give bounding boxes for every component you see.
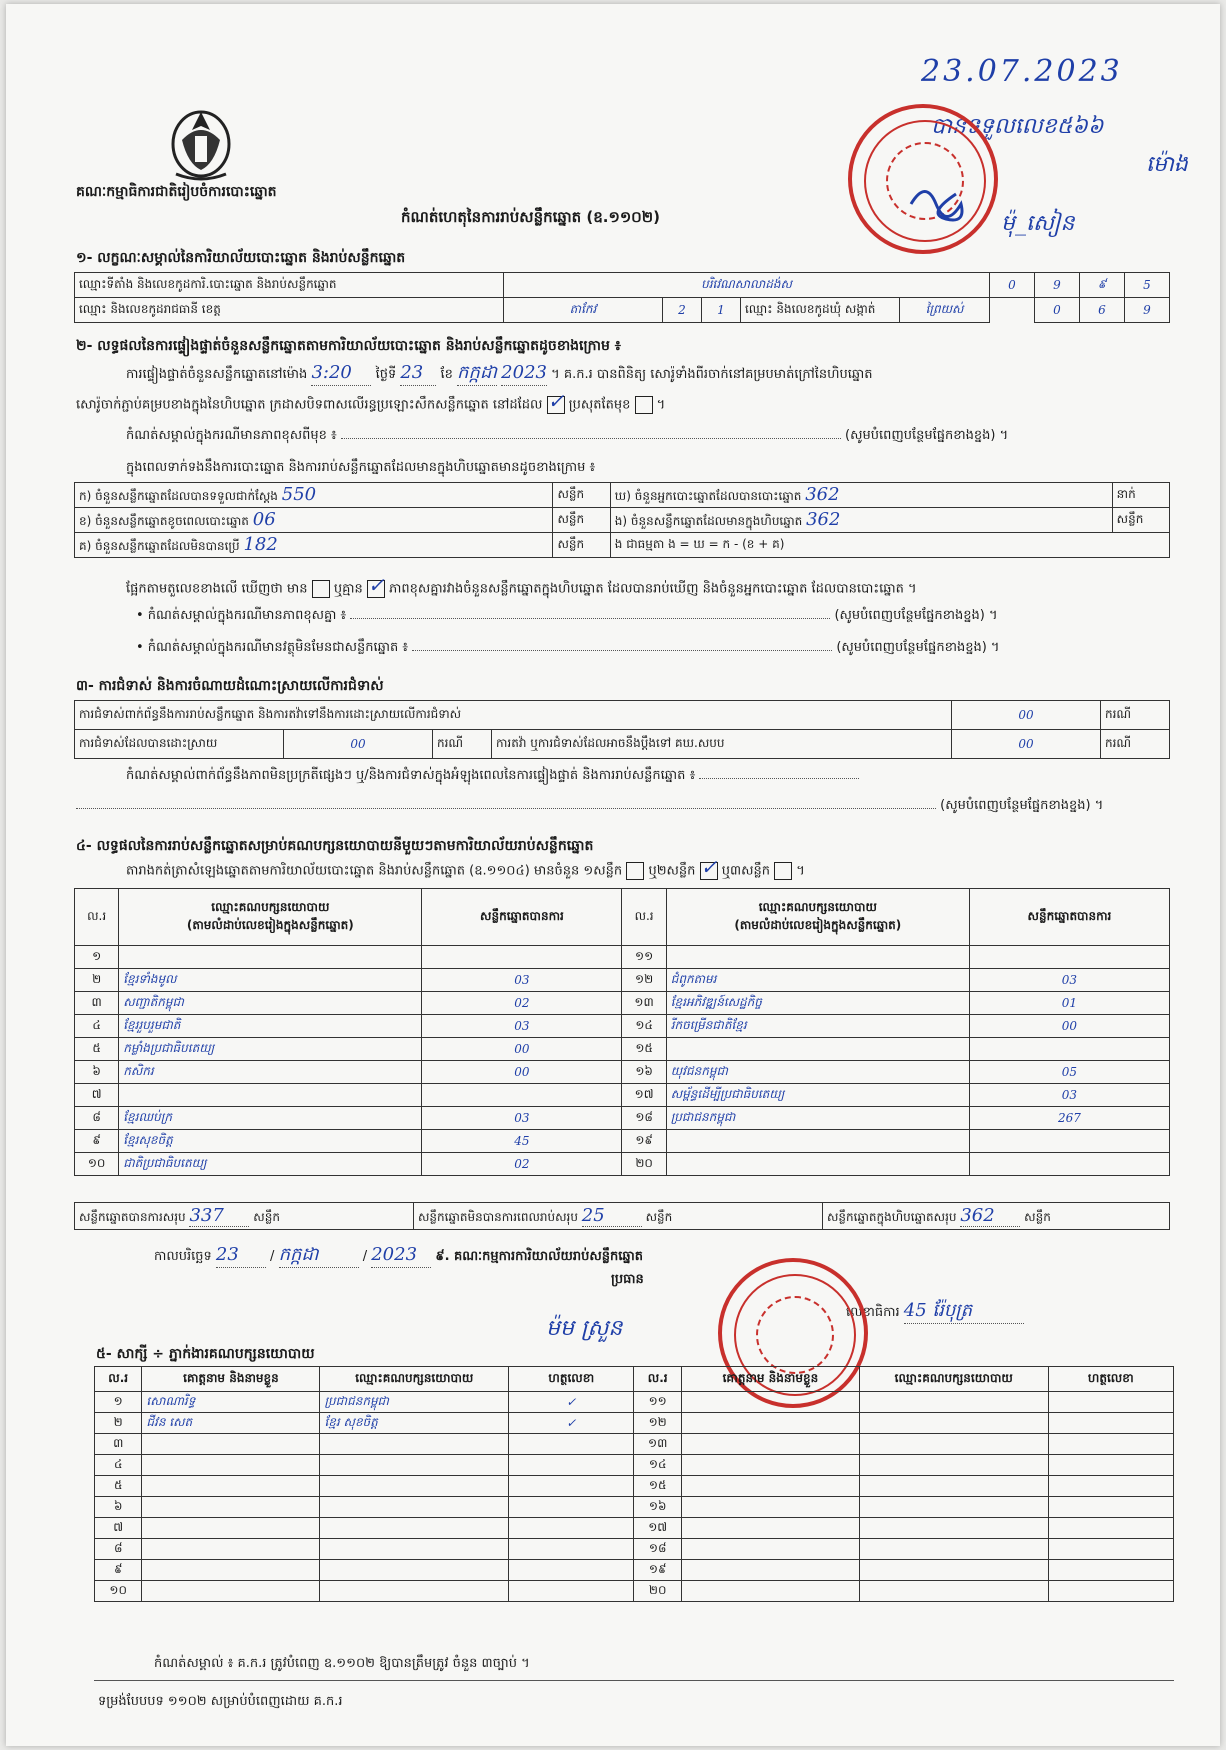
row-no: ១០ xyxy=(75,1153,119,1176)
witness-signature xyxy=(1048,1392,1173,1413)
sign-month: កក្កដា xyxy=(279,1244,359,1268)
witness-signature: ✓ xyxy=(509,1392,634,1413)
section-1-heading: ១- លក្ខណៈសម្គាល់នៃការិយាល័យបោះឆ្នោត និងរាប់សន្លឹកឆ្នោត xyxy=(76,250,406,266)
witness-name xyxy=(681,1455,859,1476)
national-emblem-icon xyxy=(166,100,236,184)
org-name: គណៈកម្មាធិការជាតិរៀបចំការបោះឆ្នោត xyxy=(76,184,277,200)
row-no: ១ xyxy=(75,946,119,969)
table-row xyxy=(95,1518,1174,1539)
witness-party xyxy=(320,1539,509,1560)
witness-name xyxy=(681,1497,859,1518)
table-row xyxy=(95,1539,1174,1560)
total-invalid-value: 25 xyxy=(582,1205,642,1227)
section-2-line-4: ក្នុងពេលទាក់ទងនឹងការបោះឆ្នោត និងការរាប់សន្លឹកឆ្នោតដែលមានក្នុងហិបឆ្នោតមានដូចខាងក្រោម ៖ xyxy=(126,460,596,475)
row-no: ២០ xyxy=(634,1581,681,1602)
appeal-value: 00 xyxy=(952,730,1101,759)
row-no: ១៨ xyxy=(622,1107,666,1130)
total-box-label: សន្លឹកឆ្នោតក្នុងហិបឆ្នោតសរុប xyxy=(827,1210,957,1224)
votes-value: 03 xyxy=(422,1015,622,1038)
witness-signature xyxy=(1048,1434,1173,1455)
witness-name xyxy=(681,1539,859,1560)
witness-party xyxy=(859,1455,1048,1476)
checkbox-one-sheet[interactable] xyxy=(626,862,644,880)
unused-label: គ) ចំនួនសន្លឹកឆ្នោតដែលមិនបានប្រើ xyxy=(79,539,240,553)
row-no: ៤ xyxy=(95,1455,142,1476)
party-name: កម្លាំងប្រជាធិបតេយ្យ xyxy=(119,1038,422,1061)
section-3-note-line: (សូមបំពេញបន្ថែមផ្នែកខាងខ្នង) ។ xyxy=(76,798,1103,814)
votes-value: 03 xyxy=(422,1107,622,1130)
committee-label: ៩. គណៈកម្មការការិយាល័យរាប់សន្លឹកឆ្នោត xyxy=(435,1249,644,1264)
table-row xyxy=(75,1038,1170,1061)
votes-value: 00 xyxy=(969,1015,1169,1038)
section-2-heading: ២- លទ្ធផលនៃការផ្ទៀងផ្ទាត់ចំនួនសន្លឹកឆ្នោតតាមការិយាល័យបោះឆ្នោត និងរាប់សន្លឹកឆ្នោតដូចខាងក្រោម ៖ xyxy=(76,338,621,354)
province-code-2: 1 xyxy=(702,298,741,323)
party-name: ខ្មែរអភិវឌ្ឍន៍សេដ្ឋកិច្ច xyxy=(666,992,969,1015)
secretary-signature: 45 រ៉ែបុត្រ xyxy=(904,1300,1024,1324)
section-5-heading: ៥- សាក្សី ÷ ភ្នាក់ងារគណបក្សនយោបាយ xyxy=(96,1346,315,1362)
party-name: កសិករ xyxy=(119,1061,422,1084)
party-name: ប្រជាជនកម្ពុជា xyxy=(666,1107,969,1130)
row-no: ១០ xyxy=(95,1581,142,1602)
checkbox-unchanged-checked[interactable]: ✓ xyxy=(547,389,565,413)
w-col-sign-right: ហត្ថលេខា xyxy=(1048,1367,1173,1392)
party-name: សញ្ជាតិកម្ពុជា xyxy=(119,992,422,1015)
witness-signature xyxy=(509,1581,634,1602)
row-no: ១៦ xyxy=(622,1061,666,1084)
form-title: កំណត់ហេតុនៃការរាប់សន្លឹកឆ្នោត (ឧ.១១០២) xyxy=(401,208,661,226)
section-2-line-3: កំណត់សម្គាល់ក្នុងករណីមានភាពខុសពីមុខ ៖ (សូមបំពេញបន្ថែមផ្នែកខាងខ្នង) ។ xyxy=(126,428,1009,443)
row-no: ១៧ xyxy=(634,1518,681,1539)
sign-year: 2023 xyxy=(371,1244,431,1268)
check-year: 2023 xyxy=(501,362,547,386)
witness-signature xyxy=(509,1455,634,1476)
witness-name: ជីវន សេត xyxy=(142,1413,320,1434)
row-no: ៩ xyxy=(95,1560,142,1581)
table-row xyxy=(75,1107,1170,1130)
row-no: ១១ xyxy=(634,1392,681,1413)
appeal-unit: ករណី xyxy=(1101,730,1170,759)
witness-name xyxy=(142,1518,320,1539)
row-no: ១៤ xyxy=(634,1455,681,1476)
province-code-1: 2 xyxy=(663,298,702,323)
row-no: ៥ xyxy=(75,1038,119,1061)
party-name: យុវជនកម្ពុជា xyxy=(666,1061,969,1084)
table-row xyxy=(95,1392,1174,1413)
witness-party xyxy=(859,1560,1048,1581)
witness-name xyxy=(681,1518,859,1539)
votes-value: 01 xyxy=(969,992,1169,1015)
section-2-line-5: ផ្អែកតាមតួលេខខាងលើ ឃើញថា មាន ឬគ្មាន ✓ ភាពខុសគ្នារវាងចំនួនសន្លឹកឆ្នោតក្នុងហិបឆ្នោត ដែលបានរាប់ឃើញ និងចំនួនអ្នកបោះឆ្នោត ដែលបានបោះឆ្នោត ។ xyxy=(126,573,917,597)
results-totals: សន្លឹកឆ្នោតបានការសរុប 337 សន្លឹក សន្លឹកឆ្នោតមិនបានការពេលរាប់សរុប 25 សន្លឹក សន្លឹកឆ្នោតក្នុងហិបឆ្នោតសរុប 362 សន្លឹក xyxy=(74,1202,1170,1230)
witness-table xyxy=(94,1366,1174,1602)
in-box-label: ង) ចំនួនសន្លឹកឆ្នោតដែលមានក្នុងហិបឆ្នោត xyxy=(614,514,803,528)
unused-value: 182 xyxy=(243,534,278,555)
witness-signature xyxy=(509,1560,634,1581)
w-col-no-left: ល.រ xyxy=(95,1367,142,1392)
witness-signature xyxy=(1048,1518,1173,1539)
row-no: ៩ xyxy=(75,1130,119,1153)
witness-signature xyxy=(1048,1497,1173,1518)
witness-signature xyxy=(1048,1560,1173,1581)
witness-name xyxy=(681,1413,859,1434)
col-votes-left: សន្លឹកឆ្នោតបានការ xyxy=(422,889,622,946)
commune-value: ព្រៃយស់ xyxy=(900,298,990,323)
row-no: ១៤ xyxy=(622,1015,666,1038)
section-2-line-7: • កំណត់សម្គាល់ក្នុងករណីមានវត្ថុមិនមែនជាសន្លឹកឆ្នោត ៖ (សូមបំពេញបន្ថែមផ្នែកខាងខ្នង) ។ xyxy=(136,640,1000,655)
row-no: ៤ xyxy=(75,1015,119,1038)
received-unit: សន្លឹក xyxy=(553,483,610,508)
witness-name xyxy=(142,1560,320,1581)
witness-signature xyxy=(509,1539,634,1560)
row-no: ១ xyxy=(95,1392,142,1413)
witness-party xyxy=(859,1434,1048,1455)
section-3-note: កំណត់សម្គាល់ពាក់ព័ន្ធនឹងភាពមិនប្រក្រតីផ្សេងៗ ឬ/និងការជំទាស់ក្នុងអំឡុងពេលនៃការផ្ទៀងផ្ទាត់ និងការរាប់សន្លឹកឆ្នោត ៖ xyxy=(126,768,859,784)
row-no: ១២ xyxy=(634,1413,681,1434)
table-row xyxy=(95,1560,1174,1581)
witness-signature xyxy=(509,1518,634,1539)
sign-day: 23 xyxy=(216,1244,266,1268)
row-no: ៧ xyxy=(75,1084,119,1107)
table-row xyxy=(95,1497,1174,1518)
party-name: សម្ព័ន្ធដើម្បីប្រជាធិបតេយ្យ xyxy=(666,1084,969,1107)
witness-signature xyxy=(1048,1581,1173,1602)
witness-name xyxy=(142,1497,320,1518)
witness-party xyxy=(859,1518,1048,1539)
received-value: 550 xyxy=(281,484,317,505)
resolved-unit: ករណី xyxy=(433,730,492,759)
row-no: ១៩ xyxy=(634,1560,681,1581)
objection-count-label: ការជំទាស់ពាក់ព័ន្ធនឹងការរាប់សន្លឹកឆ្នោត និងការតវ៉ាទៅនឹងការដោះស្រាយលើការជំទាស់ xyxy=(75,701,952,730)
total-valid-label: សន្លឹកឆ្នោតបានការសរុប xyxy=(79,1210,186,1224)
votes-value: 267 xyxy=(969,1107,1169,1130)
voters-unit: នាក់ xyxy=(1112,483,1169,508)
table-row xyxy=(75,1153,1170,1176)
section-4-intro: តារាងកត់ត្រាសំឡេងឆ្នោតតាមការិយាល័យបោះឆ្នោត និងរាប់សន្លឹកឆ្នោត (ឧ.១១០៤) មានចំនួន ១សន្លឹក ឬ២សន្លឹក ✓ ឬ៣សន្លឹក ។ xyxy=(126,855,805,879)
table-row xyxy=(75,992,1170,1015)
col-no-right: ល.រ xyxy=(622,889,666,946)
section-1-table xyxy=(74,272,1170,323)
signature-mark-top xyxy=(906,174,986,234)
row-no: ៥ xyxy=(95,1476,142,1497)
resolved-value: 00 xyxy=(284,730,433,759)
votes-value: 03 xyxy=(969,1084,1169,1107)
appeal-label: ការតវ៉ា ឬការជំទាស់ដែលអាចនឹងប្តឹងទៅ គឃ.សបប xyxy=(492,730,952,759)
province-value: តាកែវ xyxy=(504,298,663,323)
section-3-heading: ៣- ការជំទាស់ និងការចំណាយដំណោះស្រាយលើការជំទាស់ xyxy=(76,678,384,694)
col-no-left: ល.រ xyxy=(75,889,119,946)
handwritten-note-2: ម៉ោង xyxy=(1146,152,1188,177)
party-name xyxy=(119,946,422,969)
w-col-sign-left: ហត្ថលេខា xyxy=(509,1367,634,1392)
votes-value xyxy=(422,1084,622,1107)
formula-label: ង ជាធម្មតា ង = ឃ = ក - (ខ + គ) xyxy=(610,533,1169,558)
w-col-party-right: ឈ្មោះគណបក្សនយោបាយ xyxy=(859,1367,1048,1392)
site-code-1: 0 xyxy=(990,273,1035,298)
votes-value: 05 xyxy=(969,1061,1169,1084)
chair-signature: ម៉ម ស្រួន xyxy=(546,1316,623,1341)
row-no: ១៣ xyxy=(634,1434,681,1455)
row-no: ៣ xyxy=(75,992,119,1015)
votes-value xyxy=(969,1153,1169,1176)
site-code-4: 5 xyxy=(1125,273,1170,298)
votes-value: 00 xyxy=(422,1038,622,1061)
votes-value: 02 xyxy=(422,992,622,1015)
witness-party xyxy=(859,1581,1048,1602)
party-name xyxy=(119,1084,422,1107)
table-row xyxy=(95,1455,1174,1476)
form-footer: ទម្រង់បែបបទ ១១០២ សម្រាប់បំពេញដោយ គ.ក.រ xyxy=(98,1694,343,1709)
voters-value: 362 xyxy=(805,484,840,505)
row-no: ៦ xyxy=(75,1061,119,1084)
party-name: ជាតិប្រជាធិបតេយ្យ xyxy=(119,1153,422,1176)
col-votes-right: សន្លឹកឆ្នោតបានការ xyxy=(969,889,1169,946)
table-row xyxy=(95,1413,1174,1434)
site-code-3: ៩ xyxy=(1080,273,1125,298)
check-day: 23 xyxy=(400,362,436,386)
row-no: ១៦ xyxy=(634,1497,681,1518)
table-row xyxy=(75,1084,1170,1107)
section-4-heading: ៤- លទ្ធផលនៃការរាប់សន្លឹកឆ្នោតសម្រាប់គណបក្សនយោបាយនីមួយៗតាមការិយាល័យរាប់សន្លឹកឆ្នោត xyxy=(76,838,594,854)
row-no: ១២ xyxy=(622,969,666,992)
commune-code-2: 6 xyxy=(1080,298,1125,323)
votes-value: 02 xyxy=(422,1153,622,1176)
table-row xyxy=(75,1130,1170,1153)
row-no: ២ xyxy=(75,969,119,992)
votes-value xyxy=(969,1038,1169,1061)
checkbox-three-sheets[interactable] xyxy=(774,862,792,880)
votes-value: 03 xyxy=(422,969,622,992)
check-time: 3:20 xyxy=(311,362,371,386)
objections-table xyxy=(74,700,1170,759)
checkbox-has-diff[interactable] xyxy=(312,580,330,598)
witness-signature: ✓ xyxy=(509,1413,634,1434)
section-5-note: កំណត់សម្គាល់ ៖ គ.ក.រ ត្រូវបំពេញ ឧ.១១០២ ឱ្យបានត្រឹមត្រូវ ចំនួន ៣ច្បាប់ ។ xyxy=(154,1656,530,1671)
party-name: រីកចម្រើនជាតិខ្មែរ xyxy=(666,1015,969,1038)
witness-name xyxy=(142,1434,320,1455)
witness-party xyxy=(320,1581,509,1602)
ballot-count-table xyxy=(74,482,1170,558)
w-col-name-left: គោត្តនាម និងនាមខ្លួន xyxy=(142,1367,320,1392)
witness-signature xyxy=(509,1476,634,1497)
table-row xyxy=(95,1476,1174,1497)
table-row xyxy=(95,1581,1174,1602)
row-no: ៨ xyxy=(75,1107,119,1130)
table-row xyxy=(75,1061,1170,1084)
check-month: កក្កដា xyxy=(457,362,497,386)
row-no: ១៣ xyxy=(622,992,666,1015)
table-row xyxy=(75,1015,1170,1038)
witness-signature xyxy=(1048,1476,1173,1497)
row-no: ៨ xyxy=(95,1539,142,1560)
secretary-block: លេខាធិការ 45 រ៉ែបុត្រ xyxy=(846,1300,1024,1324)
votes-value xyxy=(969,1130,1169,1153)
section-2-line-2: សោរ៉ូចាក់ភ្ជាប់គម្របខាងក្នុងនៃហិបឆ្នោត ក្រដាសបិទពាសលើរន្ធប្រឡោះសឹកសន្លឹកឆ្នោត នៅដដែល ✓ ប្រសុតតែមុខ ។ xyxy=(76,389,666,413)
witness-party xyxy=(320,1497,509,1518)
total-box-value: 362 xyxy=(960,1205,1020,1227)
witness-party xyxy=(320,1455,509,1476)
votes-value: 03 xyxy=(969,969,1169,992)
row-no: ១៨ xyxy=(634,1539,681,1560)
party-name xyxy=(666,1153,969,1176)
witness-party xyxy=(320,1518,509,1539)
commune-label: ឈ្មោះ និងលេខកូដឃុំ សង្កាត់ xyxy=(741,298,900,323)
resolved-label: ការជំទាស់ដែលបានដោះស្រាយ xyxy=(75,730,284,759)
witness-party xyxy=(859,1539,1048,1560)
unused-unit: សន្លឹក xyxy=(553,533,610,558)
table-row xyxy=(75,946,1170,969)
commune-code-3: 9 xyxy=(1125,298,1170,323)
handwritten-signature-name: ម៉ុ_សៀន xyxy=(1001,211,1075,236)
party-name xyxy=(666,1130,969,1153)
spoiled-label: ខ) ចំនួនសន្លឹកឆ្នោតខូចពេលបោះឆ្នោត xyxy=(79,514,249,528)
site-value: បរិវេណសាលាដង់ស xyxy=(504,273,990,298)
witness-name: សោណារិទ្ធ xyxy=(142,1392,320,1413)
table-row xyxy=(75,969,1170,992)
spoiled-unit: សន្លឹក xyxy=(553,508,610,533)
section-2-line-1: ការផ្ទៀងផ្ទាត់ចំនួនសន្លឹកឆ្នោតនៅម៉ោង 3:20 ថ្ងៃទី 23 ខែ កក្កដា 2023 ។ គ.ក.រ បានពិនិត្យ សោរ៉ូទាំងពីរចាក់នៅគម្របមាត់ក្រៅនៃហិបឆ្នោត xyxy=(126,362,873,386)
objection-count-value: 00 xyxy=(952,701,1101,730)
checkbox-no-diff-checked[interactable]: ✓ xyxy=(367,573,385,597)
witness-party: ប្រជាជនកម្ពុជា xyxy=(320,1392,509,1413)
witness-name xyxy=(142,1539,320,1560)
witness-signature xyxy=(1048,1539,1173,1560)
row-no: ១៥ xyxy=(634,1476,681,1497)
footer-divider xyxy=(94,1680,1174,1681)
results-table xyxy=(74,888,1170,1176)
witness-signature xyxy=(1048,1413,1173,1434)
in-box-value: 362 xyxy=(806,509,841,530)
party-name: ខ្មែរសុខចិត្ត xyxy=(119,1130,422,1153)
witness-signature xyxy=(509,1497,634,1518)
witness-signature xyxy=(1048,1455,1173,1476)
spoiled-value: 06 xyxy=(252,509,276,530)
witness-name xyxy=(681,1476,859,1497)
witness-party xyxy=(320,1434,509,1455)
row-no: ១៩ xyxy=(622,1130,666,1153)
table-row xyxy=(95,1434,1174,1455)
witness-party xyxy=(859,1497,1048,1518)
total-invalid-label: សន្លឹកឆ្នោតមិនបានការពេលរាប់សរុប xyxy=(418,1210,578,1224)
witness-name xyxy=(681,1392,859,1413)
votes-value: 45 xyxy=(422,1130,622,1153)
party-name: ជំពូកតាមរ xyxy=(666,969,969,992)
row-no: ១៧ xyxy=(622,1084,666,1107)
party-name: ខ្មែររួបរួមជាតិ xyxy=(119,1015,422,1038)
witness-name xyxy=(681,1581,859,1602)
total-valid-value: 337 xyxy=(189,1205,249,1227)
in-box-unit: សន្លឹក xyxy=(1112,508,1169,533)
row-no: ២ xyxy=(95,1413,142,1434)
voters-label: ឃ) ចំនួនអ្នកបោះឆ្នោតដែលបានបោះឆ្នោត xyxy=(614,489,802,503)
checkbox-two-sheets-checked[interactable]: ✓ xyxy=(700,855,718,879)
col-party-right: ឈ្មោះគណបក្សនយោបាយ (តាមលំដាប់លេខរៀងក្នុងសន្លឹកឆ្នោត) xyxy=(666,889,969,946)
received-label: ក) ចំនួនសន្លឹកឆ្នោតដែលបានទទួលជាក់ស្តែង xyxy=(79,489,278,503)
witness-party xyxy=(859,1392,1048,1413)
province-label: ឈ្មោះ និងលេខកូដរាជធានី ខេត្ត xyxy=(75,298,504,323)
row-no: ៣ xyxy=(95,1434,142,1455)
party-name xyxy=(666,1038,969,1061)
col-party-left: ឈ្មោះគណបក្សនយោបាយ (តាមលំដាប់លេខរៀងក្នុងសន្លឹកឆ្នោត) xyxy=(119,889,422,946)
objection-count-unit: ករណី xyxy=(1101,701,1170,730)
party-name: ខ្មែរឈប់ក្រ xyxy=(119,1107,422,1130)
witness-name xyxy=(142,1455,320,1476)
commune-code-1: 0 xyxy=(1035,298,1080,323)
w-col-no-right: ល.រ xyxy=(634,1367,681,1392)
witness-party xyxy=(859,1413,1048,1434)
row-no: ១៥ xyxy=(622,1038,666,1061)
votes-value: 00 xyxy=(422,1061,622,1084)
row-no: ២០ xyxy=(622,1153,666,1176)
chair-label: ប្រធាន xyxy=(611,1272,644,1287)
row-no: ៧ xyxy=(95,1518,142,1539)
site-code-2: 9 xyxy=(1035,273,1080,298)
witness-party xyxy=(320,1476,509,1497)
w-col-name-right: គោត្តនាម និងនាមខ្លួន xyxy=(681,1367,859,1392)
sign-date: កាលបរិច្ឆេទ 23 / កក្កដា / 2023 ៩. គណៈកម្មការការិយាល័យរាប់សន្លឹកឆ្នោត xyxy=(154,1244,643,1268)
document-page xyxy=(6,4,1220,1746)
witness-name xyxy=(681,1434,859,1455)
witness-party xyxy=(859,1476,1048,1497)
handwritten-note-1: បានទទួលលេខ៥៦៦ xyxy=(931,114,1104,139)
section-2-line-6: • កំណត់សម្គាល់ក្នុងករណីមានភាពខុសគ្នា ៖ (សូមបំពេញបន្ថែមផ្នែកខាងខ្នង) ។ xyxy=(136,608,998,623)
witness-party: ខ្មែរ សុខចិត្ត xyxy=(320,1413,509,1434)
checkbox-changed[interactable] xyxy=(635,396,653,414)
witness-name xyxy=(142,1581,320,1602)
row-no: ១១ xyxy=(622,946,666,969)
witness-party xyxy=(320,1560,509,1581)
votes-value xyxy=(422,946,622,969)
witness-name xyxy=(142,1476,320,1497)
party-name xyxy=(666,946,969,969)
row-no: ៦ xyxy=(95,1497,142,1518)
votes-value xyxy=(969,946,1169,969)
w-col-party-left: ឈ្មោះគណបក្សនយោបាយ xyxy=(320,1367,509,1392)
site-label: ឈ្មោះទីតាំង និងលេខកូដការិ.បោះឆ្នោត និងរាប់សន្លឹកឆ្នោត xyxy=(75,273,504,298)
handwritten-date: 23.07.2023 xyxy=(921,54,1123,89)
party-name: ខ្មែរទាំងមូល xyxy=(119,969,422,992)
witness-signature xyxy=(509,1434,634,1455)
witness-name xyxy=(681,1560,859,1581)
